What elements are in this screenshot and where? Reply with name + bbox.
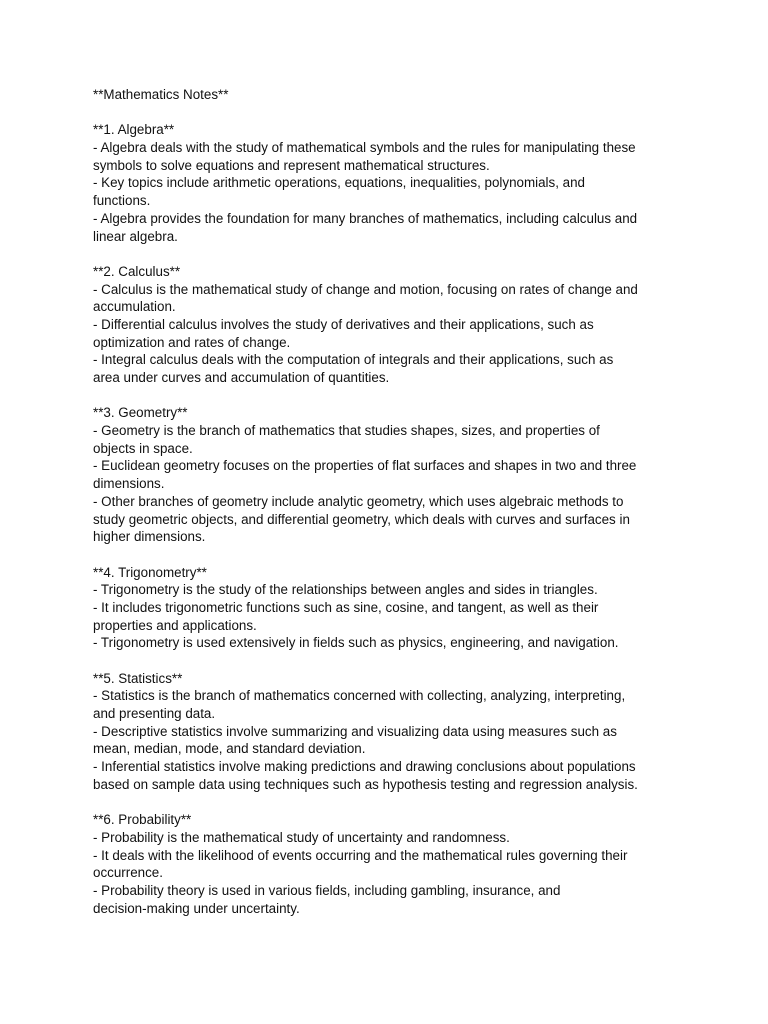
section-line: - Euclidean geometry focuses on the properties of flat surfaces and shapes in two and three [93,458,637,474]
section-heading: **3. Geometry** [93,405,188,421]
section-line: dimensions. [93,476,165,492]
section-line: decision-making under uncertainty. [93,900,300,916]
section-line: - Calculus is the mathematical study of change and motion, focusing on rates of change and [93,281,638,297]
section-heading: **5. Statistics** [93,670,183,686]
section-line: - Trigonometry is the study of the relationships between angles and sides in triangles. [93,582,598,598]
section-line: mean, median, mode, and standard deviation. [93,741,366,757]
spacer [93,104,683,122]
section-calculus [93,263,683,387]
section-line: - Descriptive statistics involve summarizing and visualizing data using measures such as [93,723,617,739]
spacer [93,546,683,564]
section-line: - Probability is the mathematical study of uncertainty and randomness. [93,829,510,845]
document-title: **Mathematics Notes** [93,87,229,102]
section-line: accumulation. [93,299,176,315]
section-line: study geometric objects, and differential geometry, which deals with curves and surfaces in [93,511,630,527]
section-line: - It deals with the likelihood of events occurring and the mathematical rules governing their [93,847,628,863]
document-page [93,86,683,917]
section-line: and presenting data. [93,706,216,722]
section-probability [93,811,683,917]
section-trigonometry [93,564,683,652]
section-line: - Probability theory is used in various fields, including gambling, insurance, and [93,882,561,898]
section-line: properties and applications. [93,617,257,633]
spacer [93,652,683,670]
section-line: - Key topics include arithmetic operations, equations, inequalities, polynomials, and [93,175,586,191]
section-line: - Differential calculus involves the study of derivatives and their applications, such as [93,316,594,332]
section-line: higher dimensions. [93,529,206,545]
section-line: - Inferential statistics involve making predictions and drawing conclusions about populations [93,759,636,775]
section-heading: **2. Calculus** [93,263,181,279]
section-line: - Trigonometry is used extensively in fields such as physics, engineering, and navigation. [93,635,619,651]
section-line: - Algebra provides the foundation for many branches of mathematics, including calculus and [93,210,638,226]
section-line: optimization and rates of change. [93,334,291,350]
section-line: area under curves and accumulation of quantities. [93,370,390,385]
section-statistics [93,670,683,794]
section-line: functions. [93,193,151,209]
spacer [93,794,683,812]
section-line: based on sample data using techniques such as hypothesis testing and regression analysis. [93,776,638,792]
section-heading: **4. Trigonometry** [93,564,207,580]
section-heading: **6. Probability** [93,812,192,828]
section-line: objects in space. [93,440,193,456]
spacer [93,245,683,263]
section-line: - Geometry is the branch of mathematics that studies shapes, sizes, and properties of [93,423,600,439]
section-line: linear algebra. [93,228,178,244]
section-line: - It includes trigonometric functions such as sine, cosine, and tangent, as well as their [93,599,599,615]
section-algebra [93,121,683,245]
spacer [93,387,683,405]
section-line: - Algebra deals with the study of mathematical symbols and the rules for manipulating these [93,140,636,156]
section-line: occurrence. [93,865,163,881]
section-heading: **1. Algebra** [93,122,175,138]
section-line: - Statistics is the branch of mathematics concerned with collecting, analyzing, interpreting, [93,688,626,704]
section-line: symbols to solve equations and represent mathematical structures. [93,157,490,173]
section-line: - Integral calculus deals with the computation of integrals and their applications, such as [93,352,614,368]
section-line: - Other branches of geometry include analytic geometry, which uses algebraic methods to [93,493,624,509]
section-geometry [93,404,683,546]
